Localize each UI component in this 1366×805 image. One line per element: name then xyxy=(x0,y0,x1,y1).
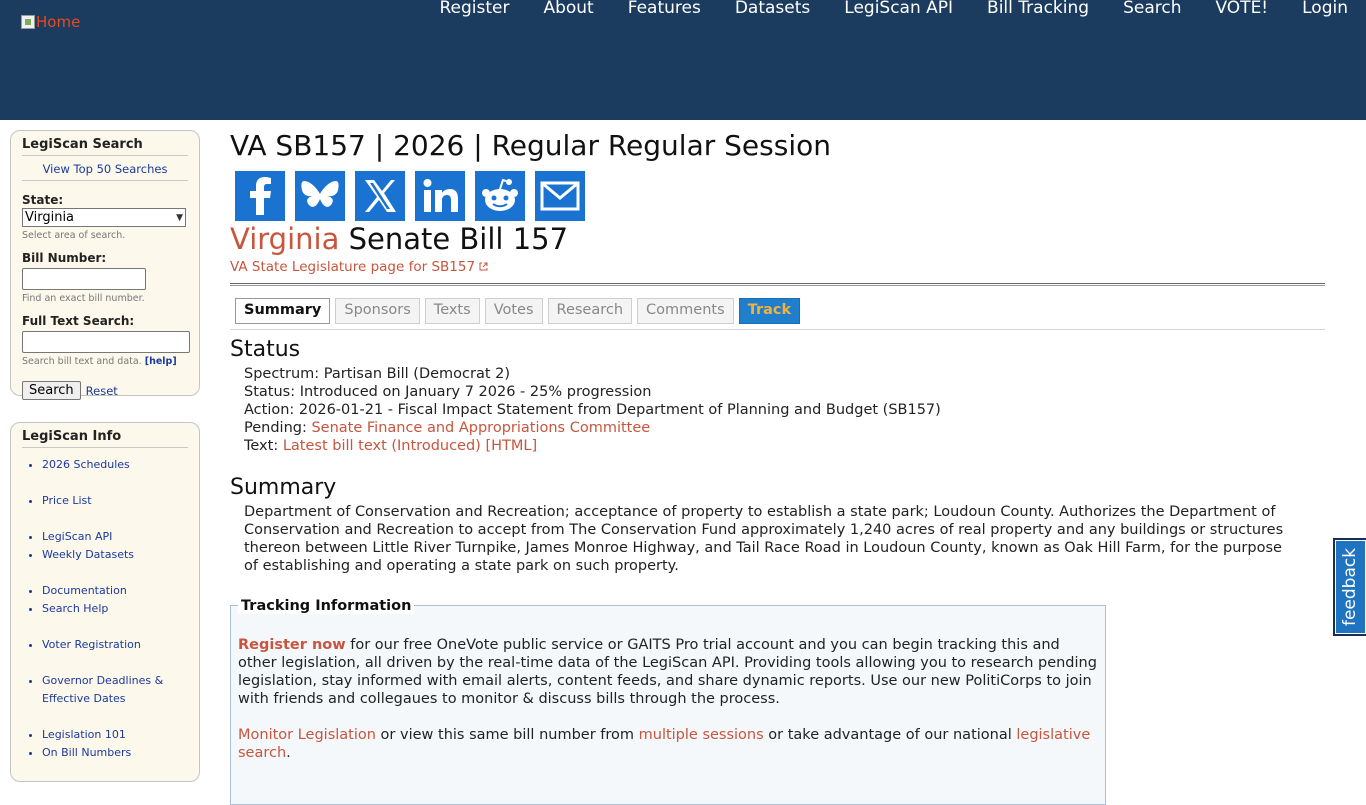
search-panel-title: LegiScan Search xyxy=(22,137,188,156)
list-item xyxy=(42,744,188,762)
state-hint: Select area of search. xyxy=(22,230,126,241)
status-spectrum: Spectrum: Partisan Bill (Democrat 2) xyxy=(244,366,511,382)
x-icon[interactable] xyxy=(355,171,405,221)
pending-committee-link[interactable]: Senate Finance and Appropriations Committee xyxy=(311,420,651,436)
tab-research[interactable]: Research xyxy=(548,298,633,324)
nav-register[interactable]: Register xyxy=(439,0,510,18)
full-text-hint xyxy=(22,356,188,367)
top-navigation xyxy=(439,0,1348,18)
search-help-link[interactable]: Search Help xyxy=(42,602,109,615)
nav-search[interactable]: Search xyxy=(1123,0,1182,18)
governor-deadlines-line1: Governor Deadlines & xyxy=(42,674,164,687)
linkedin-icon[interactable] xyxy=(415,171,465,221)
feedback-label: feedback xyxy=(1340,547,1361,627)
status-progress: Status: Introduced on January 7 2026 - 25% progression xyxy=(244,384,652,400)
bill-state-link[interactable]: Virginia xyxy=(230,222,340,256)
text-label: Text: xyxy=(244,438,283,454)
governor-deadlines-line2: Effective Dates xyxy=(42,692,126,705)
list-item xyxy=(42,600,188,618)
reddit-icon[interactable] xyxy=(475,171,525,221)
bill-heading xyxy=(230,222,568,256)
state-select[interactable] xyxy=(22,208,186,227)
info-panel-title: LegiScan Info xyxy=(22,429,188,448)
status-section xyxy=(244,365,941,455)
tab-texts[interactable]: Texts xyxy=(425,298,480,324)
bill-numbers-link[interactable]: On Bill Numbers xyxy=(42,746,132,759)
search-actions xyxy=(22,381,188,400)
nav-login[interactable]: Login xyxy=(1302,0,1348,18)
multiple-sessions-link[interactable]: multiple sessions xyxy=(638,727,764,743)
bill-number-label: Bill Number: xyxy=(22,251,107,265)
broken-image-icon xyxy=(21,15,35,29)
legiscan-api-link[interactable]: LegiScan API xyxy=(42,530,113,543)
home-logo-link[interactable] xyxy=(21,13,80,31)
nav-features[interactable]: Features xyxy=(627,0,701,18)
tabs-divider xyxy=(230,329,1325,330)
tracking-paragraph-2 xyxy=(238,726,1097,762)
nav-bill-tracking[interactable]: Bill Tracking xyxy=(987,0,1090,18)
state-legislature-link[interactable] xyxy=(230,259,488,275)
tracking-text-a: or view this same bill number from xyxy=(375,727,639,743)
legislative-search-link[interactable]: legislative search xyxy=(238,727,1091,761)
latest-bill-text-link[interactable]: Latest bill text (Introduced) [HTML] xyxy=(282,438,538,454)
summary-heading: Summary xyxy=(230,475,337,500)
nav-datasets[interactable]: Datasets xyxy=(734,0,811,18)
nav-legiscan-api[interactable]: LegiScan API xyxy=(844,0,954,18)
status-action: Action: 2026-01-21 - Fiscal Impact Statement from Department of Planning and Budget (SB157) xyxy=(244,402,941,418)
tab-comments[interactable]: Comments xyxy=(637,298,734,324)
top-50-searches-link[interactable]: View Top 50 Searches xyxy=(22,156,188,181)
bill-tabs xyxy=(235,298,800,324)
tracking-paragraph-1 xyxy=(238,636,1097,708)
info-links-list xyxy=(22,456,188,762)
full-text-input[interactable] xyxy=(22,331,190,353)
bill-number-hint: Find an exact bill number. xyxy=(22,293,145,304)
full-text-hint-text: Search bill text and data. xyxy=(22,356,142,367)
list-item xyxy=(42,726,188,744)
list-item xyxy=(42,492,188,510)
top-banner xyxy=(0,0,1366,120)
state-select-value: Virginia xyxy=(25,210,75,225)
external-link-icon xyxy=(479,262,488,271)
monitor-legislation-link[interactable]: Monitor Legislation xyxy=(238,727,376,743)
status-heading: Status xyxy=(230,337,301,362)
bill-name: Senate Bill 157 xyxy=(339,222,569,256)
chevron-down-icon: ▼ xyxy=(176,212,183,223)
legiscan-search-panel xyxy=(10,130,200,396)
search-button[interactable]: Search xyxy=(22,381,81,400)
tab-summary[interactable]: Summary xyxy=(235,298,330,324)
list-item xyxy=(42,672,188,708)
bluesky-icon[interactable] xyxy=(295,171,345,221)
pending-label: Pending: xyxy=(244,420,312,436)
legiscan-info-panel xyxy=(10,422,200,782)
weekly-datasets-link[interactable]: Weekly Datasets xyxy=(42,548,135,561)
tracking-text-c: . xyxy=(286,745,291,761)
list-item xyxy=(42,546,188,564)
facebook-icon[interactable] xyxy=(235,171,285,221)
tracking-paragraph-1-text: for our free OneVote public service or GAITS Pro trial account and you can begin tracking this and other legislation, all driven by the real-time data of the LegiScan API. Providing tools allowing you to research pending legislation, stay informed with email alerts, content feeds, and share dynamic reports. Use our new PolitiCorps to join with friends and collegaues to monitor & discuss bills through the process. xyxy=(238,637,1097,707)
share-buttons xyxy=(235,171,585,221)
home-logo-alt-text: Home xyxy=(36,13,81,31)
page-title: VA SB157 | 2026 | Regular Regular Session xyxy=(230,129,831,162)
register-now-link[interactable]: Register now xyxy=(238,637,346,653)
state-label: State: xyxy=(22,193,64,207)
list-item xyxy=(42,582,188,600)
tracking-legend: Tracking Information xyxy=(238,598,414,614)
list-item xyxy=(42,528,188,546)
help-link[interactable]: [help] xyxy=(144,356,177,367)
tab-votes[interactable]: Votes xyxy=(485,298,543,324)
tracking-information-box xyxy=(230,598,1106,805)
tracking-text-b: or take advantage of our national xyxy=(763,727,1017,743)
list-item xyxy=(42,456,188,474)
email-icon[interactable] xyxy=(535,171,585,221)
tab-track[interactable]: Track xyxy=(739,298,800,324)
reset-link[interactable]: Reset xyxy=(85,383,118,398)
bill-number-input[interactable] xyxy=(22,268,146,290)
full-text-label: Full Text Search: xyxy=(22,314,135,328)
legislation-101-link[interactable]: Legislation 101 xyxy=(42,728,126,741)
tab-sponsors[interactable]: Sponsors xyxy=(335,298,419,324)
list-item xyxy=(42,636,188,654)
voter-registration-link[interactable]: Voter Registration xyxy=(42,638,141,651)
price-list-link[interactable]: Price List xyxy=(42,494,92,507)
feedback-tab[interactable] xyxy=(1333,538,1366,636)
state-legislature-link-text: VA State Legislature page for SB157 xyxy=(230,259,476,275)
schedules-link[interactable]: 2026 Schedules xyxy=(42,458,130,471)
nav-about[interactable]: About xyxy=(543,0,594,18)
title-divider xyxy=(230,283,1325,286)
documentation-link[interactable]: Documentation xyxy=(42,584,127,597)
summary-text: Department of Conservation and Recreation; acceptance of property to establish a state park; Loudoun County. Authorizes the Department of Conservation and Recreation to accept from The Conservation Fund approximately 1,240 acres of real property and any buildings or structures thereon between Little River Turnpike, James Monroe Highway, and Tail Race Road in Loudoun County, known as Oak Hill Farm, for the purpose of establishing and operating a state park on such property. xyxy=(244,504,1284,574)
nav-vote[interactable]: VOTE! xyxy=(1215,0,1269,18)
governor-deadlines-link[interactable] xyxy=(42,674,163,705)
status-pending xyxy=(244,419,941,437)
status-text xyxy=(244,437,941,455)
